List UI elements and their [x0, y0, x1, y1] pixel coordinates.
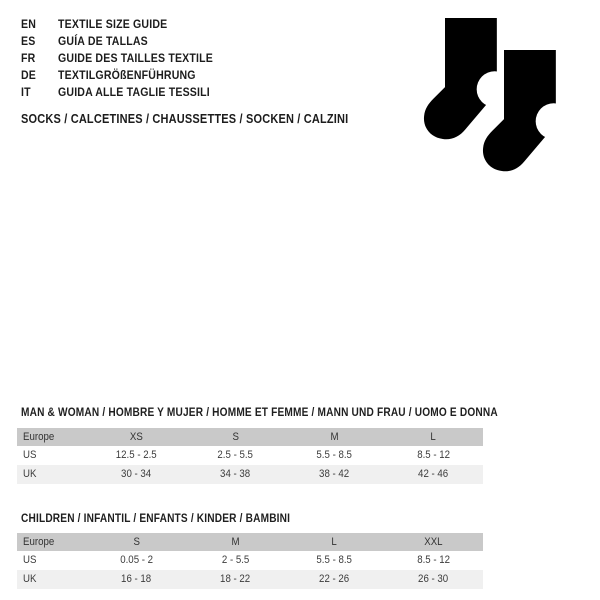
size-cell-text: 8.5 - 12: [417, 554, 450, 566]
language-row: [21, 32, 234, 49]
category-line: [21, 110, 393, 127]
language-code-text: DE: [21, 67, 37, 82]
size-cell: [285, 574, 384, 585]
language-code: [21, 68, 58, 82]
size-cell-text: 34 - 38: [220, 468, 251, 480]
header-cell-text: S: [232, 430, 239, 443]
size-cell-text: 5.5 - 8.5: [316, 449, 353, 461]
size-cell: [384, 450, 483, 461]
size-cell: [384, 555, 483, 566]
size-cell-text: 30 - 34: [121, 468, 152, 480]
row-label: [17, 574, 87, 585]
size-cell-text: 26 - 30: [418, 573, 449, 585]
table-title-text: CHILDREN / INFANTIL / ENFANTS / KINDER / BAMBINI: [21, 513, 291, 525]
size-table-man-woman: [17, 428, 483, 484]
language-label-text: TEXTILE SIZE GUIDE: [58, 16, 168, 31]
size-cell: [285, 469, 384, 480]
header-cell-text: M: [330, 430, 339, 443]
size-cell: [384, 574, 483, 585]
row-label-text: UK: [23, 573, 37, 585]
size-cell: [87, 555, 186, 566]
size-table-children: [17, 533, 483, 589]
size-cell-text: 0.05 - 2: [120, 554, 153, 566]
language-row: [21, 15, 234, 32]
header-cell-text: Europe: [23, 430, 55, 443]
row-label: [17, 450, 87, 461]
language-row: [21, 49, 234, 66]
header-cell-size: [384, 432, 483, 443]
language-code-text: IT: [21, 84, 31, 99]
size-cell: [87, 574, 186, 585]
size-cell-text: 2.5 - 5.5: [217, 449, 254, 461]
table-title-text: MAN & WOMAN / HOMBRE Y MUJER / HOMME ET FEMME / MANN UND FRAU / UOMO E DONNA: [21, 407, 498, 419]
language-label-text: TEXTILGRÖßENFÜHRUNG: [58, 67, 196, 82]
table-row-us: [17, 551, 483, 570]
size-cell-text: 16 - 18: [121, 573, 152, 585]
table-row-uk: [17, 465, 483, 484]
language-label: [58, 68, 214, 82]
language-row: [21, 83, 234, 100]
table-title-man-woman: [21, 406, 563, 420]
header-cell-europe: [17, 432, 87, 443]
header-cell-europe: [17, 537, 87, 548]
language-label: [58, 51, 234, 65]
header-cell-size: [285, 537, 384, 548]
table-row-us: [17, 446, 483, 465]
language-row: [21, 66, 234, 83]
header-cell-text: XS: [130, 430, 143, 443]
size-cell: [186, 469, 285, 480]
size-cell: [186, 450, 285, 461]
language-code: [21, 34, 58, 48]
language-list: [21, 15, 234, 100]
language-label: [58, 17, 182, 31]
size-cell: [186, 574, 285, 585]
row-label-text: US: [23, 554, 37, 566]
language-label: [58, 34, 160, 48]
size-cell: [384, 469, 483, 480]
socks-icon: [400, 10, 585, 185]
header-cell-size: [186, 537, 285, 548]
language-code-text: EN: [21, 16, 37, 31]
header-cell-text: Europe: [23, 535, 55, 548]
language-code: [21, 85, 58, 99]
category-line-text: SOCKS / CALCETINES / CHAUSSETTES / SOCKEN / CALZINI: [21, 111, 349, 126]
table-title-children: [21, 512, 327, 526]
language-code-text: ES: [21, 33, 36, 48]
size-cell-text: 12.5 - 2.5: [116, 449, 157, 461]
size-cell-text: 42 - 46: [418, 468, 449, 480]
header-cell-size: [186, 432, 285, 443]
size-cell: [285, 450, 384, 461]
size-cell-text: 18 - 22: [220, 573, 251, 585]
size-cell-text: 2 - 5.5: [221, 554, 250, 566]
header-cell-size: [285, 432, 384, 443]
header-cell-text: XXL: [424, 535, 443, 548]
language-label: [58, 85, 231, 99]
row-label: [17, 555, 87, 566]
table-header-row: [17, 428, 483, 446]
language-label-text: GUÍA DE TALLAS: [58, 33, 148, 48]
size-cell: [87, 469, 186, 480]
size-cell-text: 38 - 42: [319, 468, 350, 480]
language-code: [21, 51, 58, 65]
language-label-text: GUIDA ALLE TAGLIE TESSILI: [58, 84, 210, 99]
header-cell-text: M: [231, 535, 240, 548]
size-cell: [186, 555, 285, 566]
header-cell-size: [384, 537, 483, 548]
language-label-text: GUIDE DES TAILLES TEXTILE: [58, 50, 213, 65]
header-cell-size: [87, 537, 186, 548]
table-row-uk: [17, 570, 483, 589]
size-cell-text: 22 - 26: [319, 573, 350, 585]
row-label-text: US: [23, 449, 37, 461]
header-cell-text: L: [331, 535, 338, 548]
header-cell-size: [87, 432, 186, 443]
row-label-text: UK: [23, 468, 37, 480]
size-cell: [285, 555, 384, 566]
header-cell-text: L: [430, 430, 437, 443]
table-header-row: [17, 533, 483, 551]
size-cell: [87, 450, 186, 461]
language-code: [21, 17, 58, 31]
row-label: [17, 469, 87, 480]
size-cell-text: 5.5 - 8.5: [316, 554, 353, 566]
size-cell-text: 8.5 - 12: [417, 449, 450, 461]
header-cell-text: S: [133, 535, 140, 548]
language-code-text: FR: [21, 50, 36, 65]
